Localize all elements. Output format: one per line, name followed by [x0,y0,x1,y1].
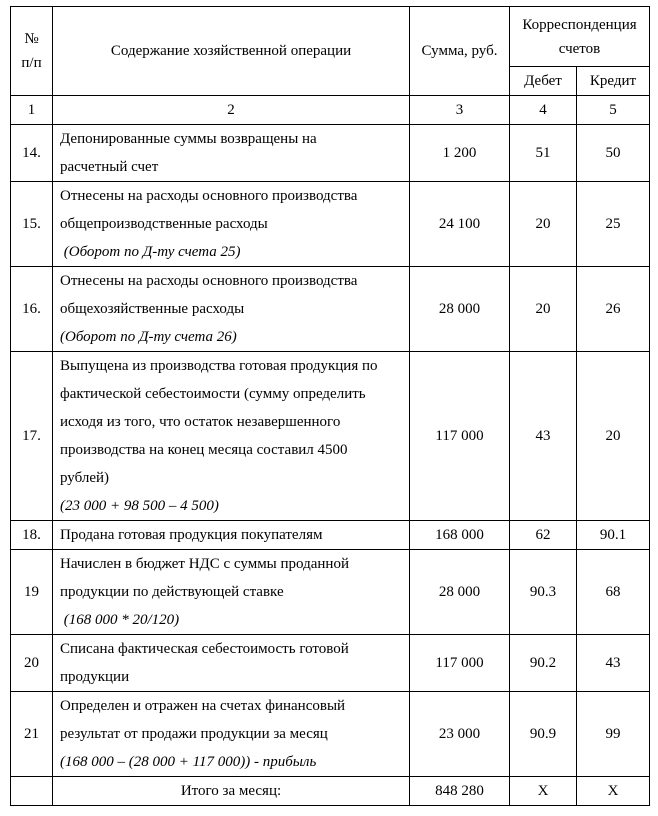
amount-cell: 117 000 [410,635,510,692]
total-sum: 848 280 [410,777,510,806]
amount-cell: 24 100 [410,182,510,267]
description-line: Продана готовая продукция покупателям [60,527,323,543]
table-row [11,521,650,550]
row-number: 16. [11,267,53,352]
header-correspondence [510,7,650,67]
credit-cell: 26 [577,267,650,352]
description-line: продукции [60,669,130,685]
table-row [11,182,650,267]
credit-cell: 99 [577,692,650,777]
amount-cell: 1 200 [410,125,510,182]
description-line: Определен и отражен на счетах финансовый [60,698,346,714]
row-number: 17. [11,352,53,521]
header-num-line1: № [24,31,39,47]
calculation-note: (Оборот по Д-ту счета 26) [60,329,237,345]
description-line: Начислен в бюджет НДС с суммы проданной [60,556,349,572]
amount-cell: 28 000 [410,267,510,352]
operation-description [53,692,410,777]
total-row [11,777,650,806]
calculation-note: (Оборот по Д-ту счета 25) [60,244,241,260]
description-line: Депонированные суммы возвращены на [60,131,317,147]
debit-cell: 20 [510,182,577,267]
debit-cell: 90.3 [510,550,577,635]
header-debit: Дебет [510,67,577,96]
total-empty-cell [11,777,53,806]
operation-description [53,125,410,182]
amount-cell: 28 000 [410,550,510,635]
column-number-row [11,96,650,125]
calculation-note: (168 000 * 20/120) [60,612,180,628]
credit-cell: 90.1 [577,521,650,550]
description-line: расчетный счет [60,159,159,175]
operation-description [53,635,410,692]
credit-cell: 50 [577,125,650,182]
row-number: 20 [11,635,53,692]
amount-cell: 117 000 [410,352,510,521]
operation-description [53,352,410,521]
debit-cell: 43 [510,352,577,521]
total-credit: Х [577,777,650,806]
row-number: 21 [11,692,53,777]
description-line: производства на конец месяца составил 4500 [60,442,348,458]
table-body [11,125,650,777]
col-number-4: 4 [510,96,577,125]
debit-cell: 51 [510,125,577,182]
description-line: Выпущена из производства готовая продукция по [60,358,378,374]
operation-description [53,267,410,352]
credit-cell: 25 [577,182,650,267]
debit-cell: 90.9 [510,692,577,777]
description-line: исходя из того, что остаток незавершенного [60,414,341,430]
header-num-line2: п/п [21,55,42,71]
calculation-note: (168 000 – (28 000 + 117 000)) - прибыль [60,754,317,770]
amount-cell: 23 000 [410,692,510,777]
table-row [11,125,650,182]
table-row [11,692,650,777]
description-line: Отнесены на расходы основного производства [60,273,358,289]
total-debit: Х [510,777,577,806]
header-content: Содержание хозяйственной операции [53,7,410,96]
header-num [11,7,53,96]
header-credit: Кредит [577,67,650,96]
operation-description [53,550,410,635]
header-corr-line2: счетов [558,40,601,57]
col-number-3: 3 [410,96,510,125]
header-sum: Сумма, руб. [410,7,510,96]
operations-table [10,6,650,806]
calculation-note: (23 000 + 98 500 – 4 500) [60,498,219,514]
table-row [11,635,650,692]
description-line: продукции по действующей ставке [60,584,284,600]
operation-description [53,521,410,550]
col-number-2: 2 [53,96,410,125]
row-number: 14. [11,125,53,182]
description-line: рублей) [60,470,110,486]
table-row [11,352,650,521]
debit-cell: 90.2 [510,635,577,692]
header-row-top [11,7,650,67]
row-number: 18. [11,521,53,550]
total-label: Итого за месяц: [53,777,410,806]
credit-cell: 20 [577,352,650,521]
credit-cell: 68 [577,550,650,635]
description-line: фактической себестоимости (сумму определить [60,386,366,402]
description-line: результат от продажи продукции за месяц [60,726,328,742]
description-line: Отнесены на расходы основного производства [60,188,358,204]
credit-cell: 43 [577,635,650,692]
debit-cell: 62 [510,521,577,550]
col-number-1: 1 [11,96,53,125]
description-line: общехозяйственные расходы [60,301,245,317]
row-number: 15. [11,182,53,267]
debit-cell: 20 [510,267,577,352]
amount-cell: 168 000 [410,521,510,550]
table-row [11,550,650,635]
description-line: Списана фактическая себестоимость готовой [60,641,349,657]
row-number: 19 [11,550,53,635]
table-row [11,267,650,352]
col-number-5: 5 [577,96,650,125]
operation-description [53,182,410,267]
description-line: общепроизводственные расходы [60,216,268,232]
header-corr-line1: Корреспонденция [522,16,637,33]
